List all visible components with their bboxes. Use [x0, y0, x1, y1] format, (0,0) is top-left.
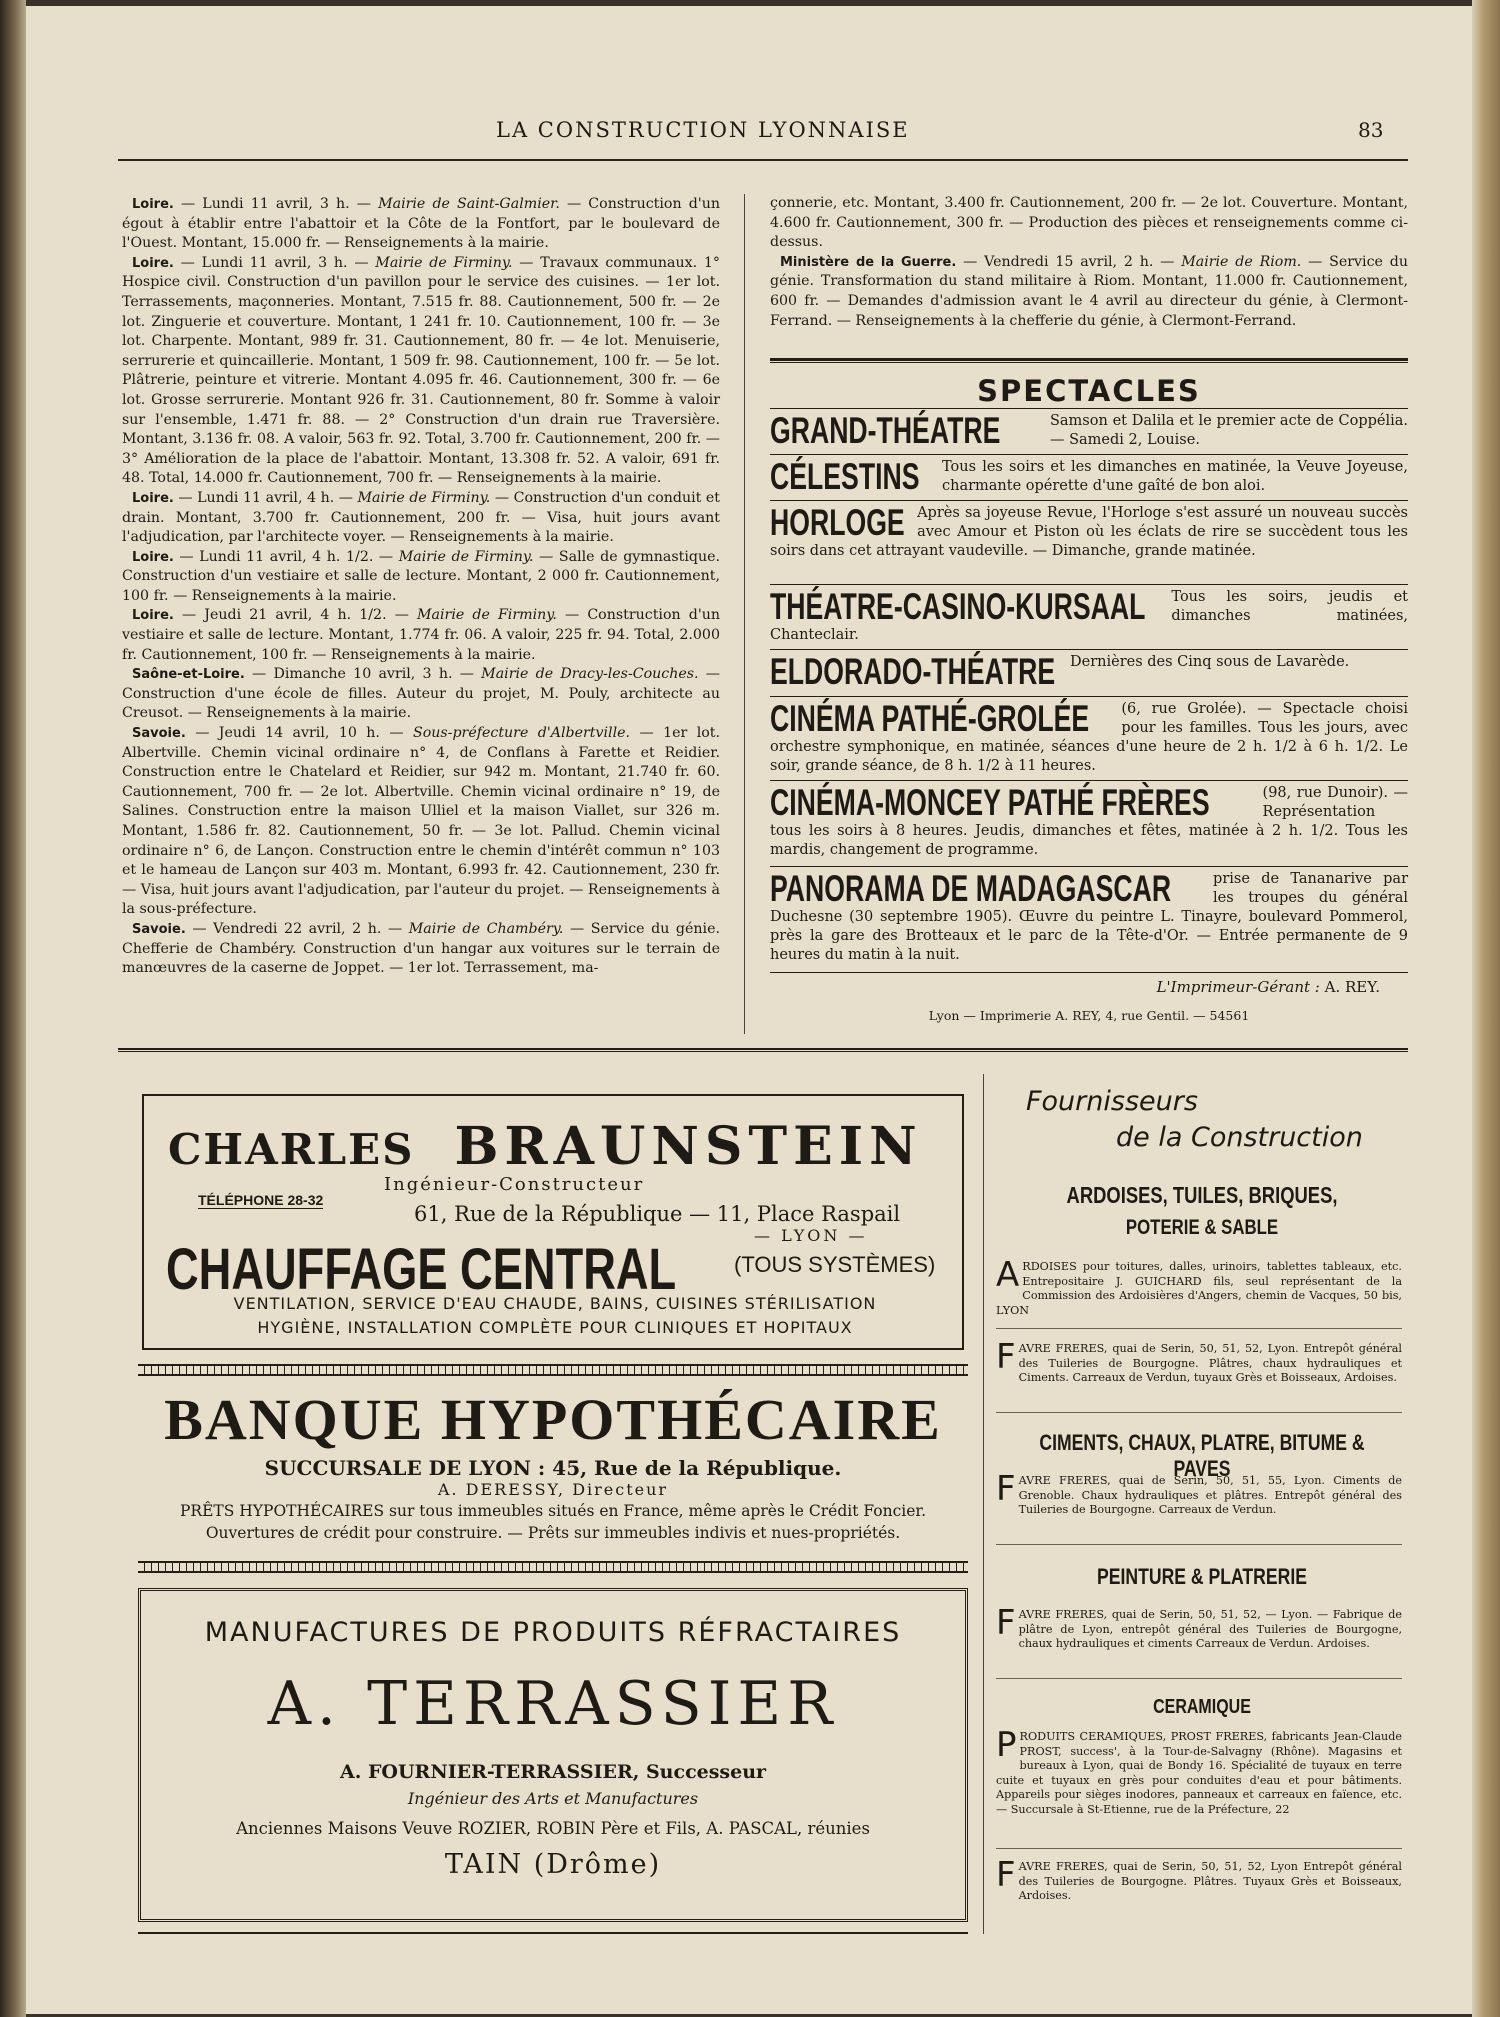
- services-line: HYGIÈNE, INSTALLATION COMPLÈTE POUR CLINIQUES ET HOPITAUX: [257, 1318, 853, 1337]
- page-header-title: LA CONSTRUCTION LYONNAISE: [496, 118, 910, 142]
- bank-offer: PRÊTS HYPOTHÉCAIRES sur tous immeubles situés en France, même après le Crédit Foncier.: [179, 1502, 927, 1520]
- terrassier-advertisement: [138, 1588, 968, 1922]
- section-rule: [770, 358, 1408, 363]
- notice: [122, 254, 720, 489]
- notice: [122, 724, 720, 920]
- notice-date: — Dimanche 10 avril, 3 h. —: [244, 666, 482, 683]
- show-description: (98, rue Dunoir). — Représentation tous les soirs à 8 heures. Jeudis, dimanches et fêtes, matinée à 2 h. 1/2. Tous les mardis, changement de programme.: [770, 785, 1408, 858]
- heating-headline: CHAUFFAGE CENTRAL: [166, 1237, 677, 1302]
- drop-cap: F: [996, 1469, 1016, 1509]
- engineer-title: Ingénieur des Arts et Manufactures: [407, 1789, 699, 1808]
- notice-authority: Mairie de Firminy.: [398, 548, 534, 565]
- supplier-category: CIMENTS, CHAUX, PLATRE, BITUME & PAVES: [1039, 1430, 1365, 1481]
- show-description: Dernières des Cinq sous de Lavarède.: [1070, 654, 1350, 670]
- notice-body: — Service du génie. Transformation du stand militaire à Riom. Montant, 11.000 fr. Cautionnement, 600 fr. — Demandes d'admission avant le 4 avril au directeur du génie, à Clermont-Ferrand. — Renseignements à la chefferie du génie, à Clermont-Ferrand.: [770, 253, 1408, 329]
- show-rule: [770, 866, 1408, 867]
- show-rule: [770, 649, 1408, 650]
- show-description: Après sa joyeuse Revue, l'Horloge s'est assuré un nouveau succès avec Amour et Piston où les éclats de rire se succèdent tous les soirs dans cet attrayant vaudeville. — Dimanche, grande matinée.: [770, 505, 1408, 559]
- supplier-category: CERAMIQUE: [1153, 1696, 1251, 1718]
- notice-date: — Jeudi 14 avril, 10 h. —: [185, 725, 413, 742]
- show-listing: [770, 784, 1408, 860]
- adjudications-continued: [770, 194, 1408, 331]
- imprint-printer: Lyon — Imprimerie A. REY, 4, rue Gentil. — 54561: [928, 1008, 1250, 1023]
- notice: [770, 253, 1408, 331]
- notice: [122, 489, 720, 548]
- notice-authority: Mairie de Firminy.: [375, 254, 513, 271]
- notice: [122, 665, 720, 724]
- notice-body: — 1er lot. Albertville. Chemin vicinal ordinaire n° 4, de Conflans à Farette et Reidier. Construction entre le Chatelard et Reidier, sur 942 m. Montant, 21.740 fr. 60. Cautionnement, 700 fr. — 2e lot. Albertville. Chemin vicinal ordinaire n° 19, de Salines. Construction entre la maison Ulliel et la maison Viallet, sur 326 m. Montant, 1.586 fr. 82. Cautionnement, 50 fr. — 3e lot. Pallud. Chemin vicinal ordinaire n° 6, de Lançon. Construction entre le chemin d'intérêt commun n° 103 et le hameau de Lançon sur 403 m. Montant, 6.993 fr. 42. Cautionnement, 230 fr. — Visa, huit jours avant l'adjudication, par l'auteur du projet. — Renseignements à la sous-préfecture.: [122, 725, 720, 918]
- gerant-label: L'Imprimeur-Gérant :: [1156, 978, 1320, 996]
- supplier-entry: [996, 1603, 1402, 1652]
- book-binding: [0, 0, 26, 2017]
- notice-continuation: çonnerie, etc. Montant, 3.400 fr. Cautionnement, 200 fr. — 2e lot. Couverture. Montant, 4.600 fr. Cautionnement, 300 fr. — Production des pièces et renseignements comme ci-dessus.: [770, 195, 1408, 251]
- show-rule: [770, 500, 1408, 501]
- spectacles-title: SPECTACLES: [977, 374, 1201, 408]
- entry-rule: [996, 1328, 1402, 1329]
- supplier-category: ARDOISES, TUILES, BRIQUES,: [1066, 1182, 1338, 1208]
- notice-place: Savoie.: [132, 726, 186, 742]
- show-rule: [770, 696, 1408, 697]
- braunstein-advertisement: [142, 1094, 964, 1350]
- supplier-text: RODUITS CERAMIQUES, PROST FRERES, fabricants Jean-Claude PROST, success', à la Tour-de-Salvagny (Rhône). Magasins et bureaux à Lyon, quai de Bondy 16. Spécialité de tuyaux en terre cuite et tuyaux en grès pour conduites d'eau et pour bâtiments. Appareils pour sièges inodores, panneaux et carreaux en faïence, etc. — Succursale à St-Etienne, rue de la Préfecture, 22: [996, 1730, 1402, 1816]
- notice: [122, 195, 720, 254]
- notice-place: Savoie.: [132, 921, 186, 937]
- supplier-category: POTERIE & SABLE: [1125, 1216, 1279, 1239]
- show-name: PANORAMA DE MADAGASCAR: [770, 868, 1172, 909]
- advertiser-name: A. TERRASSIER: [267, 1669, 839, 1739]
- supplier-text: AVRE FRERES, quai de Serin, 50, 51, 55, Lyon. Ciments de Grenoble. Chaux hydrauliques et plâtres. Entrepôt général des Tuileries de Bourgogne. Carreaux de Verdun.: [1018, 1474, 1402, 1516]
- notice-body: — Construction d'une école de filles. Auteur du projet, M. Pouly, architecte au Creusot. — Renseignements à la mairie.: [122, 666, 720, 722]
- suppliers-title: Fournisseurs: [1026, 1086, 1198, 1117]
- notice: [122, 548, 720, 607]
- advertiser-city: — LYON —: [754, 1226, 868, 1245]
- notice: [122, 606, 720, 665]
- notice-body: — Salle de gymnastique. Construction d'un vestiaire et salle de lecture. Montant, 2 000 fr. Cautionnement, 100 fr. — Renseignements à la mairie.: [122, 548, 720, 604]
- show-listing: [770, 458, 1408, 496]
- firm-history: Anciennes Maisons Veuve ROZIER, ROBIN Père et Fils, A. PASCAL, réunies: [236, 1819, 870, 1838]
- page-edge: [1472, 0, 1500, 2017]
- notice-place: Loire.: [132, 197, 174, 212]
- notice-body: — Travaux communaux. 1° Hospice civil. Construction d'un pavillon pour le service des cuisines. — 1er lot. Terrassements, maçonneries. Montant, 7.515 fr. 88. Cautionnement, 500 fr. — 2e lot. Zinguerie et couverture. Montant, 1 241 fr. 10. Cautionnement, 100 fr. — 3e lot. Charpente. Montant, 989 fr. 31. Cautionnement, 80 fr. — 4e lot. Menuiserie, serrurerie et quincaillerie. Montant, 1 509 fr. 98. Cautionnement, 100 fr. — 5e lot. Plâtrerie, peinture et vitrerie. Montant 4.095 fr. 46. Cautionnement, 300 fr. — 6e lot. Grosse serrurerie. Montant 926 fr. 31. Cautionnement, 80 fr. Somme à valoir sur l'ensemble, 1.471 fr. 88. — 2° Construction d'un drain rue Traversière. Montant, 3.136 fr. 08. A valoir, 563 fr. 92. Total, 3.700 fr. Cautionnement, 200 fr. — 3° Amélioration de la place de l'abattoir. Montant, 13.308 fr. 52. A valoir, 691 fr. 48. Total, 14.000 fr. Cautionnement, 700 fr. — Renseignements à la mairie.: [122, 254, 720, 487]
- show-name: GRAND-THÉATRE: [770, 410, 1001, 451]
- supplier-text: AVRE FRERES, quai de Serin, 50, 51, 52, — Lyon. — Fabrique de plâtre de Lyon, entrepôt général des Tuileries de Bourgogne, chaux hydrauliques et ciments Carreaux de Verdun. Ardoises.: [1018, 1608, 1402, 1650]
- notice-date: — Jeudi 21 avril, 4 h. 1/2. —: [173, 607, 418, 624]
- supplier-text: AVRE FRERES, quai de Serin, 50, 51, 52, Lyon Entrepôt général des Tuileries de Bourgogne. Plâtres. Tuyaux Grès et Boisseaux, Ardoises.: [1018, 1860, 1402, 1902]
- bank-offer: Ouvertures de crédit pour construire. — Prêts sur immeubles indivis et nues-propriétés.: [205, 1524, 901, 1542]
- supplier-entry: [996, 1725, 1402, 1817]
- show-description: Tous les soirs, jeudis et dimanches matinées, Chanteclair.: [770, 589, 1408, 643]
- supplier-entry: [996, 1469, 1402, 1518]
- section-rule: [770, 408, 1408, 409]
- bottom-rule: [138, 1932, 968, 1934]
- show-name: HORLOGE: [770, 502, 905, 543]
- first-name: CHARLES: [168, 1125, 415, 1174]
- header-rule: [118, 159, 1408, 161]
- notice-body: — Construction d'un conduit et drain. Montant, 3.700 fr. Cautionnement, 200 fr. — Visa, huit jours avant l'adjudication, par l'architecte voyer. — Renseignements à la mairie.: [122, 489, 720, 546]
- show-listing: [770, 588, 1408, 645]
- notice-place: Saône-et-Loire.: [132, 667, 245, 683]
- supplier-text: AVRE FRERES, quai de Serin, 50, 51, 52, Lyon. Entrepôt général des Tuileries de Bourgogne. Plâtres, chaux hydrauliques et Ciments. Carreaux de Verdun, tuyaux Grès et Boisseaux, Ardoises.: [1018, 1342, 1402, 1384]
- notice-date: — Lundi 11 avril, 3 h. —: [173, 196, 379, 212]
- successor: A. FOURNIER-TERRASSIER, Successeur: [339, 1761, 767, 1783]
- notice-body: — Construction d'un vestiaire et salle de lecture. Montant, 1.774 fr. 06. A valoir, 225 fr. 94. Total, 2.000 fr. Cautionnement, 100 fr. — Renseignements à la mairie.: [122, 607, 720, 663]
- notice-authority: Mairie de Chambéry.: [408, 920, 564, 937]
- notice-authority: Mairie de Dracy-les-Couches.: [481, 666, 699, 683]
- show-description: prise de Tananarive par les troupes du général Duchesne (30 septembre 1905). Œuvre du peintre L. Tinayre, boulevard Pommerol, près la gare des Brotteaux et le parc de la Tête-d'Or. — Entrée permanente de 9 heures du matin à la nuit.: [770, 871, 1408, 963]
- notice: [122, 920, 720, 979]
- advertiser-title: Ingénieur-Constructeur: [384, 1174, 645, 1195]
- show-listing: [770, 504, 1408, 561]
- entry-rule: [996, 1848, 1402, 1849]
- supplier-entry: [996, 1855, 1402, 1904]
- show-name: ELDORADO-THÉATRE: [770, 651, 1056, 692]
- show-rule: [770, 454, 1408, 455]
- column-separator: [744, 194, 745, 1034]
- notice-authority: Mairie de Firminy.: [417, 607, 557, 624]
- drop-cap: F: [996, 1603, 1016, 1643]
- firm-location: TAIN (Drôme): [444, 1849, 662, 1880]
- supplier-text: RDOISES pour toitures, dalles, urinoirs, tablettes tableaux, etc. Entrepositaire J. GUICHARD fils, seul représentant de la Commission des Ardoisières d'Angers, chemin de Vacques, 50 bis, LYON: [996, 1260, 1402, 1317]
- bank-director: A. DERESSY, Directeur: [437, 1480, 669, 1499]
- notice-place: Loire.: [132, 608, 174, 624]
- suppliers-title: de la Construction: [1116, 1122, 1363, 1153]
- imprint-gerant: [770, 978, 1380, 996]
- supplier-category: PEINTURE & PLATRERIE: [1097, 1564, 1307, 1589]
- notice-date: — Vendredi 15 avril, 2 h. —: [956, 253, 1182, 270]
- drop-cap: A: [996, 1255, 1020, 1295]
- drop-cap: P: [996, 1725, 1017, 1765]
- services-line: VENTILATION, SERVICE D'EAU CHAUDE, BAINS, CUISINES STÉRILISATION: [233, 1294, 877, 1313]
- notice-body: — Service du génie. Chefferie de Chambéry. Construction d'un hangar aux voitures sur le terrain de manœuvres de la caserne de Joppet. — 1er lot. Terrassement, ma-: [122, 920, 720, 977]
- notice-body: — Construction d'un égout à établir entre l'abattoir et la Côte de la Fontfort, par le boulevard de l'Ouest. Montant, 15.000 fr. — Renseignements à la mairie.: [122, 196, 720, 252]
- entry-rule: [996, 1544, 1402, 1545]
- show-rule: [770, 780, 1408, 781]
- show-listing: [770, 653, 1408, 691]
- show-listing: [770, 870, 1408, 965]
- notice-date: — Vendredi 22 avril, 2 h. —: [185, 920, 409, 937]
- phone-number: TÉLÉPHONE 28-32: [198, 1192, 324, 1208]
- page-number: 83: [1358, 118, 1384, 142]
- drop-cap: F: [996, 1337, 1016, 1377]
- section-rule: [118, 1048, 1408, 1052]
- systems-note: (TOUS SYSTÈMES): [734, 1252, 936, 1277]
- show-name: CINÉMA PATHÉ-GROLÉE: [770, 698, 1090, 739]
- gerant-name: A. REY.: [1324, 978, 1380, 996]
- newspaper-page: [26, 6, 1472, 2014]
- advertiser-address: 61, Rue de la République — 11, Place Raspail: [414, 1202, 901, 1226]
- notice-date: — Lundi 11 avril, 4 h. —: [173, 489, 358, 506]
- adjudications-column: [122, 195, 720, 979]
- entry-rule: [996, 1678, 1402, 1679]
- notice-place: Ministère de la Guerre.: [780, 254, 957, 270]
- notice-date: — Lundi 11 avril, 4 h. 1/2. —: [173, 548, 399, 565]
- ad-heading: MANUFACTURES DE PRODUITS RÉFRACTAIRES: [204, 1617, 902, 1648]
- bank-title: BANQUE HYPOTHÉCAIRE: [164, 1387, 942, 1452]
- ornamental-rule: [138, 1561, 968, 1573]
- show-name: CINÉMA-MONCEY PATHÉ FRÈRES: [770, 782, 1210, 823]
- advertiser-name: [168, 1116, 923, 1177]
- drop-cap: F: [996, 1855, 1016, 1895]
- column-separator: [983, 1074, 984, 1934]
- notice-authority: Mairie de Riom.: [1181, 253, 1302, 270]
- supplier-entry: [996, 1337, 1402, 1386]
- show-description: Samson et Dalila et le premier acte de Coppélia. — Samedi 2, Louise.: [1049, 413, 1408, 448]
- show-listing: [770, 700, 1408, 776]
- notice-authority: Mairie de Saint-Galmier.: [378, 196, 560, 212]
- notice-place: Loire.: [132, 549, 174, 565]
- show-listing: [770, 412, 1408, 450]
- show-description: Tous les soirs et les dimanches en matinée, la Veuve Joyeuse, charmante opérette d'une gaîté de bon aloi.: [942, 459, 1408, 494]
- show-rule: [770, 584, 1408, 585]
- last-name: BRAUNSTEIN: [454, 1116, 923, 1177]
- show-name: THÉATRE-CASINO-KURSAAL: [770, 586, 1146, 627]
- notice-date: — Lundi 11 avril, 3 h. —: [173, 254, 376, 271]
- entry-rule: [996, 1412, 1402, 1413]
- show-description: (6, rue Grolée). — Spectacle choisi pour les familles. Tous les jours, avec orchestre symphonique, en matinée, séances d'une heure de 2 h. 1/2 à 6 h. 1/2. Le soir, grande séance, de 8 h. 1/2 à 11 heures.: [770, 701, 1408, 774]
- notice-authority: Mairie de Firminy.: [357, 489, 491, 506]
- notice-authority: Sous-préfecture d'Albertville.: [413, 725, 631, 742]
- supplier-entry: [996, 1255, 1402, 1318]
- bank-branch: SUCCURSALE DE LYON : 45, Rue de la République.: [264, 1456, 842, 1480]
- ornamental-rule: [138, 1364, 968, 1376]
- notice-place: Loire.: [132, 255, 174, 271]
- notice-place: Loire.: [132, 490, 174, 506]
- show-name: CÉLESTINS: [770, 456, 920, 497]
- imprint-rule: [770, 972, 1408, 973]
